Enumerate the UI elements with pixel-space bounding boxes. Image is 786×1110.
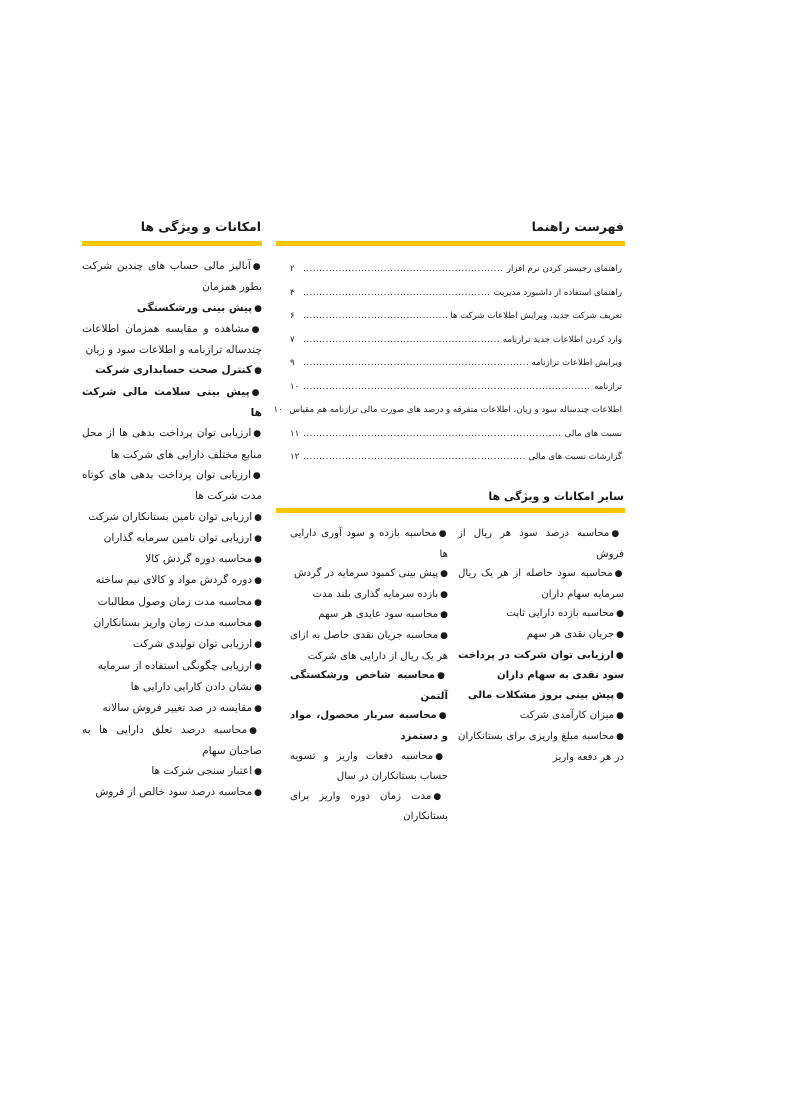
bullet-icon: ● [616,731,624,742]
feature-item-text: محاسبه بازده دارایی ثابت [506,608,615,620]
feature-item-text: پیش بینی بروز مشکلات مالی [467,689,615,701]
features-heading: امکانات و ویژگی ها [140,219,261,234]
bullet-icon: ● [254,533,262,544]
toc-page-number: ۱۰ [273,405,283,415]
feature-item [458,646,624,686]
toc-heading: فهرست راهنما [531,219,624,234]
bullet-icon: ● [616,609,624,620]
feature-item-text: میزان کارآمدی شرکت [519,710,615,722]
feature-item-text: محاسبه جریان نقدی حاصل به ازای هر یک ریال از دارایی های شرکت [290,629,448,662]
toc-entry[interactable] [273,405,622,429]
bullet-icon: ● [249,725,263,736]
other-features-left-column [290,524,448,827]
toc-page-number: ۷ [290,334,295,345]
feature-item-text: مدت زمان دوره واریز برای بستانکاران [290,790,448,823]
bullet-icon: ● [440,589,448,600]
feature-item-text: ارزیابی توان تولیدی شرکت [132,638,253,651]
toc-page-number: ۱۲ [290,452,300,462]
toc-entry-title: راهنمای استفاده از داشبورد مدیریت [493,287,622,298]
toc-entry-title: اطلاعات چندساله سود و زیان، اطلاعات متفرقه و درصد های صورت مالی ترازنامه هم مقیاس [289,405,622,415]
bullet-icon: ● [440,569,448,580]
bullet-icon: ● [254,788,262,799]
feature-item [82,698,262,719]
feature-item-text: محاسبه دفعات واریز و تسویه حساب بستانکاران در سال [290,750,448,783]
toc-dot-leader [303,382,591,392]
feature-item [82,360,262,381]
feature-item [82,613,262,634]
feature-item-text: ارزیابی توان تامین سرمایه گذاران [103,531,253,544]
bullet-icon: ● [440,630,448,641]
feature-item-text: ارزیابی چگونگی استفاده از سرمایه [97,659,253,672]
bullet-icon: ● [433,791,448,802]
feature-item-text: کنترل صحت حسابداری شرکت [95,364,253,377]
feature-item-text: آنالیز مالی حساب های چندین شرکت بطور همزمان [82,260,262,294]
feature-item-text: محاسبه درصد سود خالص از فروش [95,786,253,799]
feature-item [458,564,624,604]
toc-dot-leader [303,311,447,321]
bullet-icon: ● [253,429,262,440]
feature-item [82,382,262,424]
toc-entry[interactable] [290,452,622,476]
toc-page-number: ۱۰ [290,381,300,392]
feature-item-text: محاسبه مبلغ واریزی برای بستانکاران در هر دفعه واریز [458,730,624,763]
feature-item [290,666,448,706]
feature-item [458,524,624,564]
feature-item [82,423,262,465]
bullet-icon: ● [254,704,262,715]
bullet-icon: ● [254,661,262,672]
feature-item [290,787,448,827]
toc-entry-title: ویرایش اطلاعات ترازنامه [531,358,622,368]
feature-item [82,720,262,762]
toc-entry-title: تعریف شرکت جدید، ویرایش اطلاعات شرکت ها [450,311,622,321]
bullet-icon: ● [254,366,262,377]
feature-item [82,465,262,507]
feature-item-text: اعتبار سنجی شرکت ها [151,765,253,778]
bullet-icon: ● [438,529,448,539]
feature-item-text: محاسبه درصد تعلق دارایی ها به صاحبان سهام [82,723,262,757]
bullet-icon: ● [614,569,624,580]
feature-item [458,604,624,625]
toc-entry[interactable] [290,311,622,335]
feature-item-text: محاسبه مدت زمان واریز بستانکاران [93,617,253,630]
toc-entry-title: وارد کردن اطلاعات جدید ترازنامه [502,334,622,345]
feature-item-text: بازده سرمایه گذاری بلند مدت [312,588,439,600]
toc-entry-title: راهنمای رجیستر کردن نرم افزار [506,264,622,274]
feature-item-text: محاسبه سود عایدی هر سهم [318,609,439,621]
feature-item-text: ارزیابی توان پرداخت بدهی های کوتاه مدت شرکت ها [82,468,262,503]
toc-dot-leader [303,264,504,274]
bullet-icon: ● [254,555,262,566]
toc-page-number: ۲ [290,264,295,274]
feature-item [458,727,624,767]
feature-item-text: محاسبه مدت زمان وصول مطالبات [97,595,253,608]
toc-page-number: ۹ [290,358,295,368]
feature-item [82,761,262,782]
toc-dot-leader [303,335,500,345]
toc-heading-bar [276,241,625,246]
feature-item-text: مشاهده و مقایسه همزمان اطلاعات چندساله ترازنامه و اطلاعات سود و زیان [82,322,262,357]
toc-dot-leader [303,288,491,298]
feature-item [82,528,262,549]
toc-entry-title: ترازنامه [594,381,622,392]
bullet-icon: ● [254,767,262,778]
other-features-heading-bar [276,508,625,513]
bullet-icon: ● [254,619,262,630]
toc-page-number: ۶ [290,311,295,321]
bullet-icon: ● [254,597,262,608]
bullet-icon: ● [254,682,262,693]
feature-item [290,524,448,564]
other-features-right-column [458,524,624,767]
toc-entry[interactable] [290,335,622,359]
bullet-icon: ● [616,690,624,701]
toc-dot-leader [303,358,528,368]
bullet-icon: ● [254,640,262,651]
toc-entry[interactable] [290,429,622,453]
toc-entry-title: گزارشات نسبت های مالی [528,452,622,462]
feature-item [82,298,262,319]
feature-item [290,585,448,606]
features-heading-bar [82,241,262,246]
feature-item [82,570,262,591]
features-list [82,256,262,804]
feature-item [82,507,262,528]
toc-entry[interactable] [290,288,622,312]
feature-item [82,549,262,570]
toc-dot-leader [303,452,526,462]
bullet-icon: ● [252,470,262,481]
toc-entry[interactable] [290,358,622,382]
feature-item-text: محاسبه شاخص ورشکستگی آلتمن [290,670,448,702]
bullet-icon: ● [254,576,262,587]
toc-entry-title: نسبت های مالی [564,428,622,439]
bullet-icon: ● [616,629,624,640]
bullet-icon: ● [435,751,448,762]
bullet-icon: ● [438,711,449,722]
feature-item-text: محاسبه درصد سود هر ریال از فروش [458,528,624,560]
feature-item-text: پیش بینی کمبود سرمایه در گردش [294,568,439,580]
feature-item-text: ارزیابی توان پرداخت بدهی ها از محل منابع مختلف دارایی های شرکت ها [82,427,262,461]
bullet-icon: ● [615,650,624,661]
toc-entry[interactable] [290,382,622,406]
feature-item-text: محاسبه بازده و سود آوری دارایی ها [290,528,448,560]
bullet-icon: ● [251,387,262,398]
feature-item-text: دوره گردش مواد و کالای نیم ساخته [95,574,253,587]
bullet-icon: ● [437,671,448,682]
toc-page-number: ۱۱ [290,428,300,439]
toc-page-number: ۴ [290,287,295,298]
feature-item [290,605,448,626]
feature-item [82,319,262,361]
feature-item [82,782,262,803]
feature-item-text: محاسبه دوره گردش کالا [145,553,253,566]
feature-item-text: پیش بینی سلامت مالی شرکت ها [82,385,262,420]
feature-item [82,592,262,613]
feature-item [458,686,624,707]
toc-dot-leader [303,429,562,439]
feature-item-text: مقایسه در صد تغییر فروش سالانه [102,702,253,715]
feature-item-text: جریان نقدی هر سهم [526,628,615,640]
table-of-contents [273,264,622,476]
bullet-icon: ● [254,512,262,523]
toc-entry[interactable] [290,264,622,288]
feature-item-text: نشان دادن کارایی دارایی ها [130,680,253,693]
feature-item [458,706,624,727]
feature-item [82,677,262,698]
bullet-icon: ● [252,262,262,272]
bullet-icon: ● [616,711,624,722]
feature-item [82,634,262,655]
feature-item [82,256,262,298]
feature-item [290,747,448,787]
feature-item [82,656,262,677]
feature-item-text: محاسبه سربار محصول، مواد و دستمزد [290,710,448,742]
feature-item-text: پیش بینی ورشکستگی [136,301,253,314]
bullet-icon: ● [251,324,263,335]
bullet-icon: ● [611,529,624,539]
feature-item [290,626,448,666]
other-features-heading: سایر امکانات و ویژگی ها [488,490,624,503]
feature-item-text: ارزیابی توان تامین بستانکاران شرکت [88,510,253,523]
feature-item-text: ارزیابی توان شرکت در پرداخت سود نقدی به سهام داران [458,649,624,682]
bullet-icon: ● [440,610,448,621]
feature-item [290,564,448,585]
bullet-icon: ● [254,303,262,314]
feature-item-text: محاسبه سود حاصله از هر یک ریال سرمایه سهام داران [458,568,624,600]
feature-item [458,625,624,646]
feature-item [290,706,448,746]
